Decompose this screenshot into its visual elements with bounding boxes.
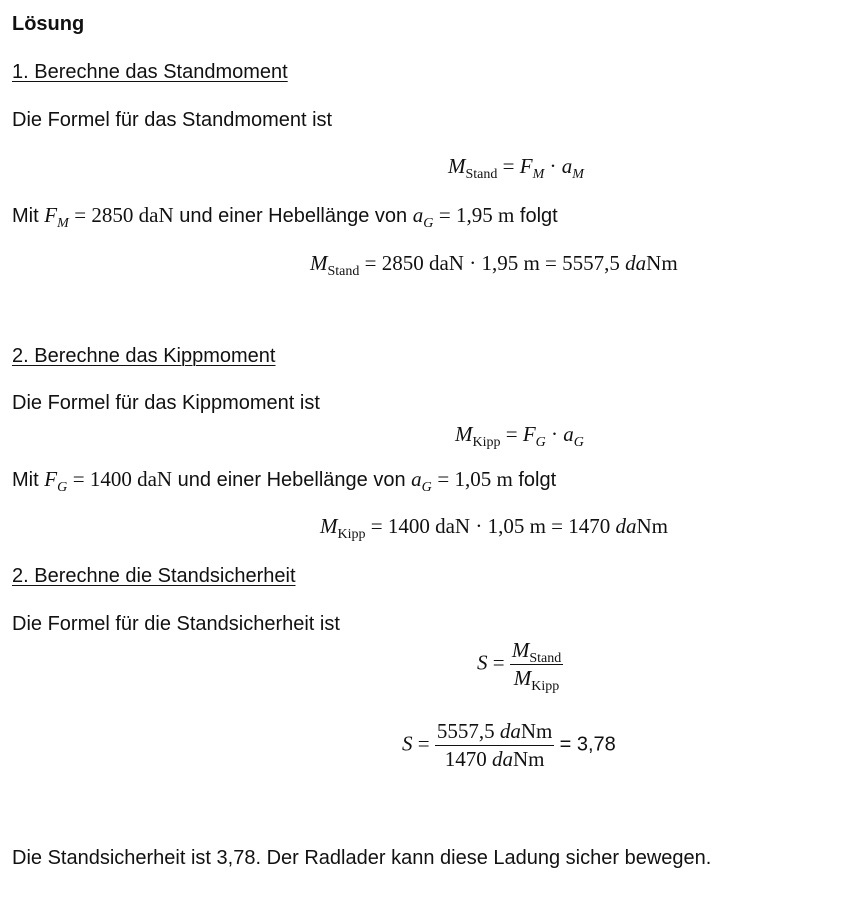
given-values-kippmoment: Mit $F_G = 1400$ daN und einer Hebellänge von $a_G = 1,05$ m folgt [12,467,557,495]
section-intro-kippmoment: Die Formel für das Kippmoment ist [12,392,320,414]
section-intro-standsicherheit: Die Formel für die Standsicherheit ist [12,613,340,635]
given-values-standmoment: Mit $F_M = 2850$ daN und einer Hebellänge von $a_G = 1,95$ m folgt [12,203,558,231]
section-heading-standmoment: 1. Berechne das Standmoment [12,61,288,83]
formula-standsicherheit: S = $\frac{M_{Stand}}{M_{Kipp}}$ [477,638,562,694]
section-heading-kippmoment: 2. Berechne das Kippmoment [12,345,276,367]
conclusion-text: Die Standsicherheit ist 3,78. Der Radlader kann diese Ladung sicher bewegen. [12,847,712,869]
formula-standmoment: $M_{Stand} = F_M \cdot a_M$ [448,154,584,182]
section-heading-standsicherheit: 2. Berechne die Standsicherheit [12,565,296,587]
section-intro-standmoment: Die Formel für das Standmoment ist [12,109,333,131]
formula-fraction: $\frac{M_{Stand}}{M_{Kipp}}$ [511,638,562,694]
calculation-standsicherheit: S = $\frac{\text{5557,5 daNm}}{\text{1470 daNm}}$ = 3,78 [402,719,616,771]
calculation-standmoment: $M_{Stand} = 2850$ daN · 1,95 m = 5557,5 daNm [310,251,678,279]
calculation-kippmoment: $M_{Kipp} = 1400$ daN · 1,05 m = 1470 daNm [320,514,669,542]
calculation-fraction: $\frac{\text{5557,5 daNm}}{\text{1470 daNm}}$ [436,719,553,771]
solution-title: Lösung [12,13,85,35]
formula-kippmoment: $M_{Kipp} = F_G \cdot a_G$ [455,422,584,450]
